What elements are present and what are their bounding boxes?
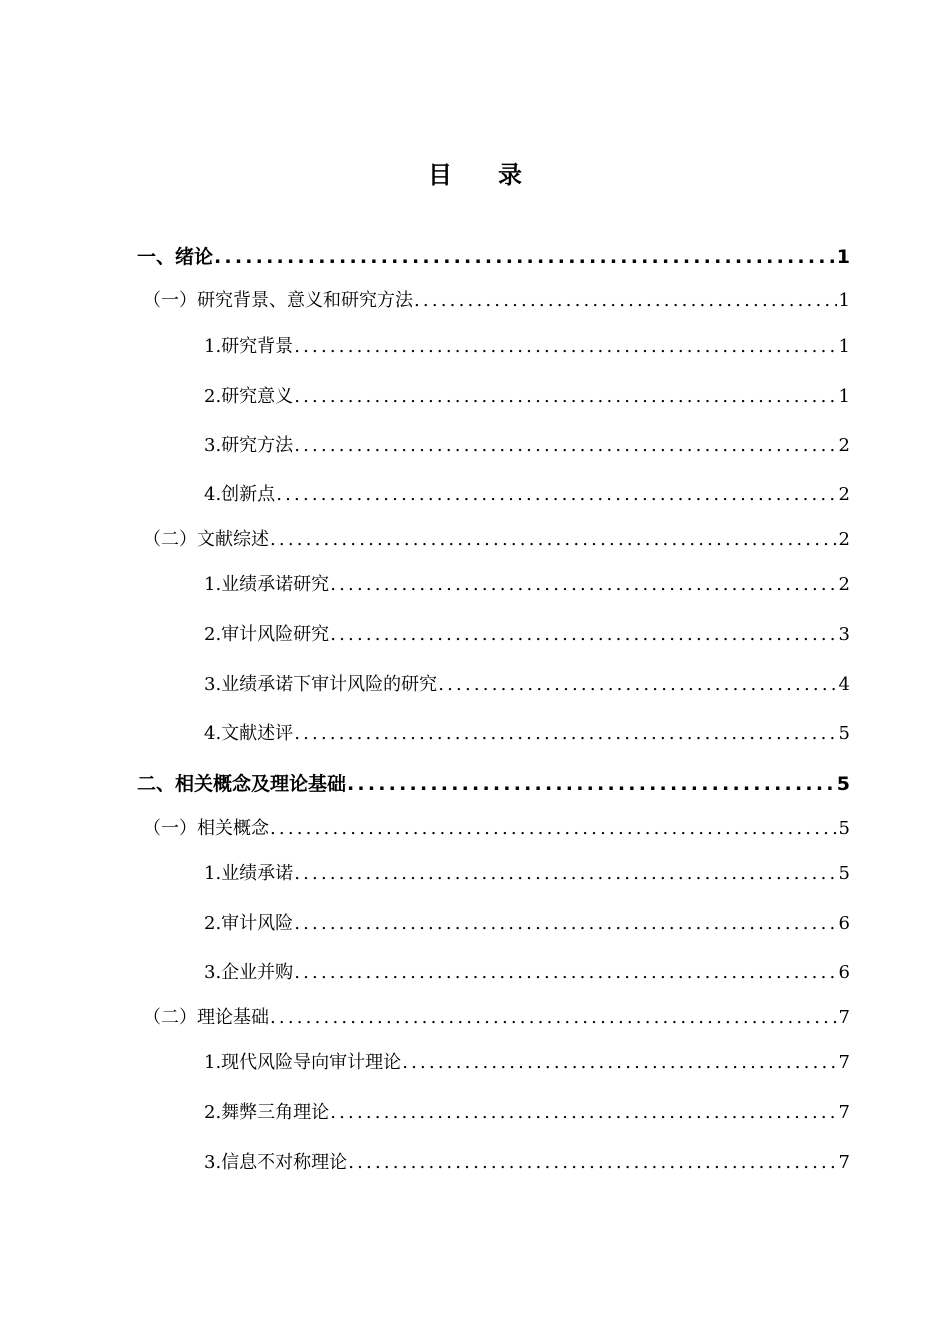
toc-entry-subsection[interactable] [204, 719, 850, 749]
toc-entry-text: 2.审计风险 [204, 913, 294, 934]
toc-entry-subsection[interactable] [204, 1098, 850, 1128]
toc-entry-text: 3.信息不对称理论 [204, 1152, 348, 1173]
toc-leader-dots [330, 620, 836, 650]
toc-entry-subsection[interactable] [204, 332, 850, 362]
toc-leader-dots [294, 431, 836, 461]
toc-page-number: 2 [838, 529, 850, 550]
toc-entry-subsection[interactable] [204, 1148, 850, 1178]
toc-entry-text: 2.审计风险研究 [204, 624, 330, 645]
toc-page-number: 1 [836, 246, 850, 268]
toc-entry-section-2-1[interactable] [143, 814, 850, 844]
toc-entry-text: 3.企业并购 [204, 962, 294, 983]
toc-leader-dots [294, 719, 836, 749]
toc-entry-subsection[interactable] [204, 1048, 850, 1078]
toc-page-number: 2 [838, 435, 850, 456]
toc-leader-dots [294, 859, 836, 889]
toc-entry-text: 4.文献述评 [204, 723, 294, 744]
toc-page-number: 1 [838, 386, 850, 407]
toc-leader-dots [270, 1003, 837, 1033]
toc-page-number: 7 [838, 1102, 850, 1123]
toc-leader-dots [294, 382, 836, 412]
toc-leader-dots [402, 1048, 836, 1078]
toc-leader-dots [270, 814, 837, 844]
toc-entry-subsection[interactable] [204, 570, 850, 600]
toc-entry-text: 1.现代风险导向审计理论 [204, 1052, 402, 1073]
toc-page-number: 5 [838, 723, 850, 744]
toc-entry-subsection[interactable] [204, 958, 850, 988]
toc-page-number: 6 [838, 913, 850, 934]
toc-entry-section-1-1[interactable] [143, 286, 850, 316]
toc-entry-text: 一、绪论 [137, 246, 214, 268]
toc-entry-text: 2.研究意义 [204, 386, 294, 407]
toc-leader-dots [276, 480, 836, 510]
toc-entry-section-2-2[interactable] [143, 1003, 850, 1033]
toc-entry-text: 1.业绩承诺 [204, 863, 294, 884]
toc-leader-dots [414, 286, 837, 316]
toc-leader-dots [214, 242, 835, 272]
toc-entry-text: （一）研究背景、意义和研究方法 [143, 290, 413, 311]
toc-entry-text: （二）理论基础 [143, 1007, 269, 1028]
toc-leader-dots [294, 332, 836, 362]
toc-leader-dots [347, 769, 835, 799]
toc-entry-text: （二）文献综述 [143, 529, 269, 550]
toc-entry-text: 二、相关概念及理论基础 [137, 773, 347, 795]
toc-entry-subsection[interactable] [204, 859, 850, 889]
toc-page-number: 5 [838, 818, 850, 839]
toc-entry-text: 3.业绩承诺下审计风险的研究 [204, 674, 438, 695]
toc-entry-text: 2.舞弊三角理论 [204, 1102, 330, 1123]
toc-page-number: 4 [838, 674, 850, 695]
toc-leader-dots [270, 525, 837, 555]
toc-entry-chapter-2[interactable] [137, 769, 850, 799]
toc-page-number: 5 [838, 863, 850, 884]
toc-page-number: 1 [838, 290, 850, 311]
toc-entry-text: 3.研究方法 [204, 435, 294, 456]
toc-page-number: 7 [838, 1152, 850, 1173]
toc-entry-subsection[interactable] [204, 909, 850, 939]
toc-leader-dots [294, 909, 836, 939]
toc-leader-dots [330, 570, 836, 600]
toc-leader-dots [438, 670, 836, 700]
toc-page-number: 2 [838, 484, 850, 505]
toc-leader-dots [330, 1098, 836, 1128]
toc-entry-subsection[interactable] [204, 480, 850, 510]
toc-page-number: 3 [838, 624, 850, 645]
toc-entry-subsection[interactable] [204, 620, 850, 650]
toc-page-number: 6 [838, 962, 850, 983]
toc-title-char-2: 录 [498, 161, 522, 189]
toc-leader-dots [294, 958, 836, 988]
toc-page-number: 1 [838, 336, 850, 357]
toc-page-number: 7 [838, 1007, 850, 1028]
toc-leader-dots [348, 1148, 836, 1178]
toc-entry-subsection[interactable] [204, 670, 850, 700]
toc-entry-text: （一）相关概念 [143, 818, 269, 839]
toc-entry-subsection[interactable] [204, 431, 850, 461]
toc-page-number: 7 [838, 1052, 850, 1073]
toc-entry-subsection[interactable] [204, 382, 850, 412]
toc-page-number: 2 [838, 574, 850, 595]
toc-entry-text: 1.研究背景 [204, 336, 294, 357]
toc-entry-text: 1.业绩承诺研究 [204, 574, 330, 595]
toc-entry-text: 4.创新点 [204, 484, 276, 505]
toc-title-char-1: 目 [428, 161, 452, 189]
toc-entry-section-1-2[interactable] [143, 525, 850, 555]
toc-entry-chapter-1[interactable] [137, 242, 850, 272]
toc-page-number: 5 [836, 773, 850, 795]
